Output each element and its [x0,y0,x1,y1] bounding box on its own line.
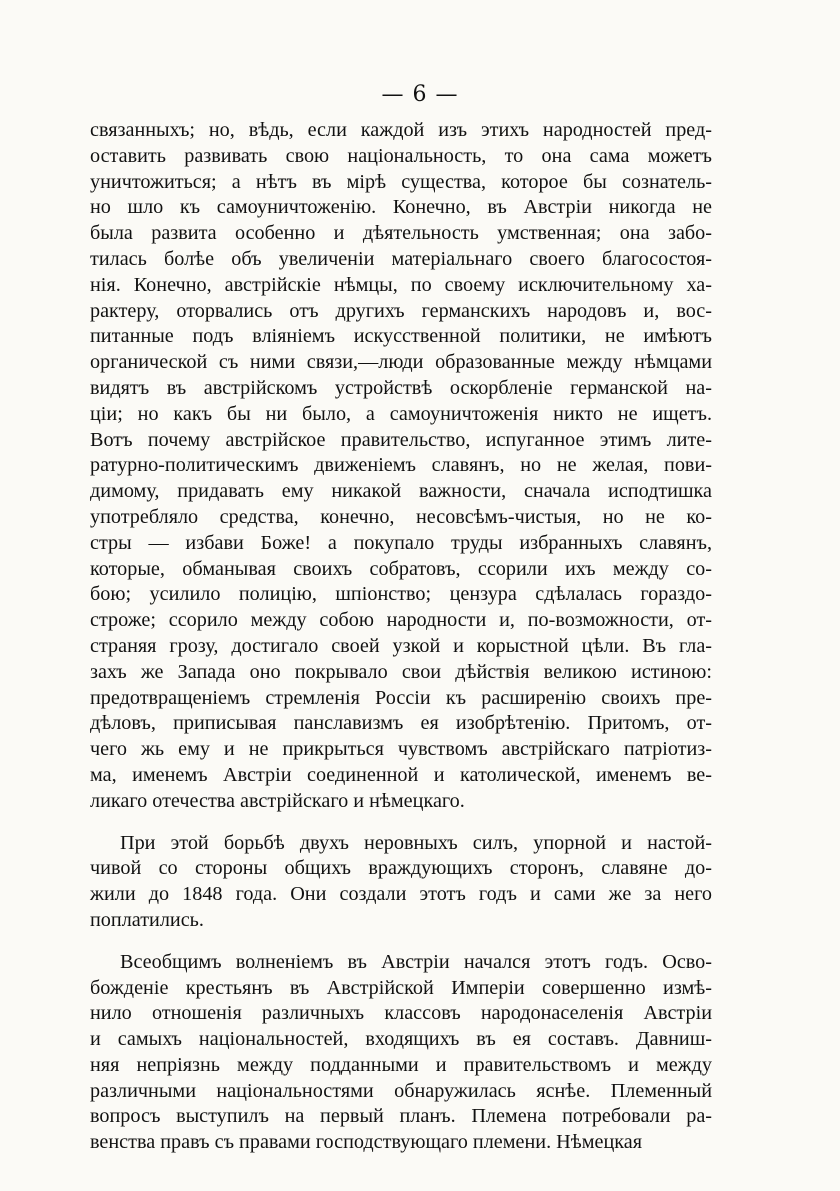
page-number: — 6 — [381,82,459,107]
text-line: но шло къ самоуничтоженію. Конечно, въ Австріи никогда не [90,196,712,219]
text-line: бою; усилило полицію, шпіонство; цензура сдѣлалась гораздо- [90,583,712,606]
text-line: рактеру, оторвались отъ другихъ германскихъ народовъ и, вос- [90,299,712,322]
text-line: Всеобщимъ волненіемъ въ Австріи начался этотъ годъ. Осво- [120,950,712,973]
text-line: чивой со стороны общихъ враждующихъ сторонъ, славяне до- [90,857,712,880]
paragraph [90,950,712,1156]
text-line: Вотъ почему австрійское правительство, испуганное этимъ лите- [90,428,712,451]
text-line: видятъ въ австрійскомъ устройствѣ оскорбленіе германской на- [90,376,712,399]
text-line: предотвращеніемъ стремленія Россіи къ расширенію своихъ пре- [90,686,712,709]
text-line: димому, придавать ему никакой важности, сначала исподтишка [90,480,712,503]
text-line: которые, обманывая своихъ собратовъ, ссорили ихъ между со- [90,557,712,580]
text-line: связанныхъ; но, вѣдь, если каждой изъ этихъ народностей пред- [90,119,712,141]
text-line: захъ же Запада оно покрывало свои дѣйствія великою истиною: [90,660,712,683]
text-line: была развита особенно и дѣятельность умственная; она забо- [90,222,712,245]
body-text [90,118,712,1156]
text-line: органической съ ними связи,—люди образованные между нѣмцами [90,351,712,374]
text-line: различными національностями обнаружилась яснѣе. Племенный [90,1079,712,1102]
text-line: и самыхъ національностей, входящихъ въ ея составъ. Давниш- [90,1028,712,1051]
text-line: ма, именемъ Австріи соединенной и католической, именемъ ве- [90,763,712,786]
text-line: вопросъ выступилъ на первый планъ. Племена потребовали ра- [90,1105,712,1128]
text-line: нія. Конечно, австрійскіе нѣмцы, по своему исключительному ха- [90,273,712,296]
text-line: чего жь ему и не прикрыться чувствомъ австрійскаго патріотиз- [90,738,712,761]
paragraph [90,118,712,815]
text-line: нило отношенія различныхъ классовъ народонаселенія Австріи [90,1002,712,1025]
text-line: стры — избави Боже! а покупало труды избранныхъ славянъ, [90,531,712,554]
text-line: няя непріязнь между подданными и правительствомъ и между [90,1053,712,1076]
text-line: употребляло средства, конечно, несовсѣмъ-чистыя, но не ко- [90,505,712,528]
text-line: ликаго отечества австрійскаго и нѣмецкаго. [90,789,465,812]
paragraph [90,831,712,934]
text-line: оставить развивать свою національность, то она сама можетъ [90,144,712,167]
text-line: венства правъ съ правами господствующаго племени. Нѣмецкая [90,1131,642,1154]
text-line: При этой борьбѣ двухъ неровныхъ силъ, упорной и настой- [120,831,712,854]
text-line: питанные подъ вліяніемъ искусственной политики, не имѣютъ [90,325,712,348]
text-line: дѣловъ, приписывая панславизмъ ея изобрѣтенію. Притомъ, от- [90,712,712,735]
text-line: ціи; но какъ бы ни было, а самоуничтоженія никто не ищетъ. [90,402,712,425]
text-line: божденіе крестьянъ въ Австрійской Имперіи совершенно измѣ- [90,976,712,999]
text-line: уничтожиться; а нѣтъ въ мірѣ существа, которое бы сознатель- [90,170,712,193]
text-line: строже; ссорило между собою народности и, по-возможности, от- [90,609,712,632]
text-line: поплатились. [90,908,204,931]
text-line: жили до 1848 года. Они создали этотъ годъ и сами же за него [90,883,712,906]
text-line: тилась болѣе объ увеличеніи матеріальнаго своего благосостоя- [90,247,712,270]
text-line: ратурно-политическимъ движеніемъ славянъ, но не желая, пови- [90,454,712,477]
text-line: страняя грозу, достигало своей узкой и корыстной цѣли. Въ гла- [90,634,712,657]
